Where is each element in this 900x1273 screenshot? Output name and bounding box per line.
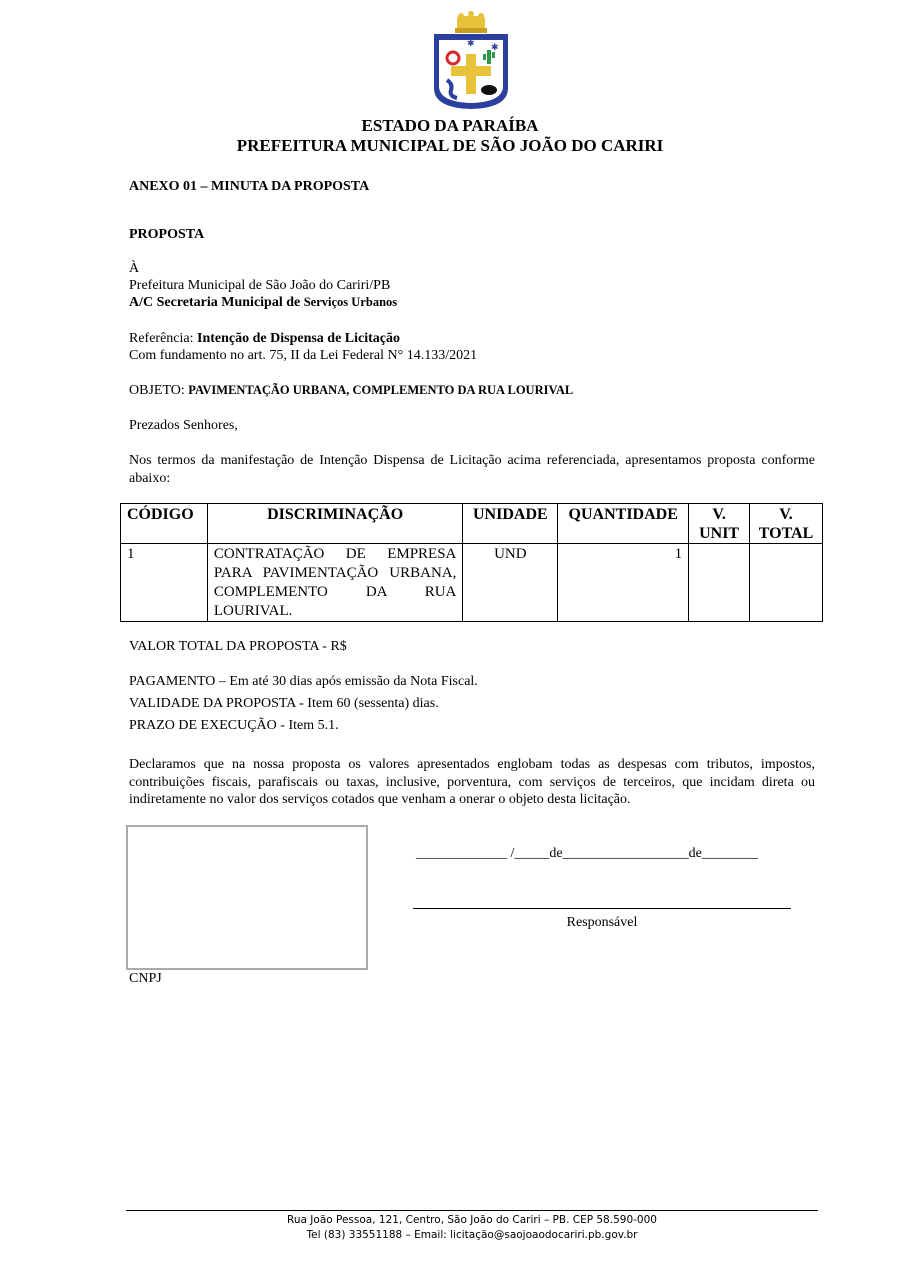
table-header-row — [121, 504, 823, 544]
payment-terms: PAGAMENTO – Em até 30 dias após emissão da Nota Fiscal. — [129, 674, 478, 689]
greeting: Prezados Senhores, — [129, 418, 238, 433]
svg-text:✱: ✱ — [491, 42, 499, 52]
footer-contact: Tel (83) 33551188 – Email: licitação@saojoaodocariri.pb.gov.br — [306, 1229, 638, 1241]
annex-title: ANEXO 01 – MINUTA DA PROPOSTA — [129, 179, 370, 194]
company-stamp-box — [126, 825, 368, 970]
col-header-code: CÓDIGO — [121, 504, 208, 544]
intro-paragraph: Nos termos da manifestação de Intenção Dispensa de Licitação acima referenciada, apresentamos proposta conforme abaixo: — [129, 453, 815, 486]
cell-unit: UND — [463, 544, 558, 622]
proposal-validity: VALIDADE DA PROPOSTA - Item 60 (sessenta) dias. — [129, 696, 439, 711]
col-header-quantity: QUANTIDADE — [558, 504, 689, 544]
declaration-paragraph: Declaramos que na nossa proposta os valores apresentados englobam todas as despesas com tributos, impostos, contribuições fiscais, parafiscais ou taxas, inclusive, porventura, com serviços de terceiros, que incidam direta ou indiretamente no valor dos serviços cotados que venham a onerar o objeto desta licitação. — [129, 757, 815, 807]
reference-line — [129, 330, 400, 347]
cell-quantity: 1 — [558, 544, 689, 622]
col-header-description: DISCRIMINAÇÃO — [207, 504, 463, 544]
legal-basis: Com fundamento no art. 75, II da Lei Federal N° 14.133/2021 — [129, 348, 478, 363]
cell-total-value — [750, 544, 823, 622]
col-header-unit: UNIDADE — [463, 504, 558, 544]
footer-address: Rua João Pessoa, 121, Centro, São João do Cariri – PB. CEP 58.590-000 — [287, 1214, 657, 1226]
cell-description: CONTRATAÇÃO DE EMPRESA PARA PAVIMENTAÇÃO URBANA, COMPLEMENTO DA RUA LOURIVAL. — [207, 544, 463, 622]
cnpj-label: CNPJ — [129, 971, 162, 986]
signature-label: Responsável — [566, 915, 638, 930]
cell-unit-value — [689, 544, 750, 622]
object-line — [129, 382, 573, 399]
municipality-title: PREFEITURA MUNICIPAL DE SÃO JOÃO DO CARIRI — [236, 136, 664, 155]
object-value: PAVIMENTAÇÃO URBANA, COMPLEMENTO DA RUA LOURIVAL — [188, 383, 574, 397]
signature-line — [413, 908, 791, 909]
proposal-heading: PROPOSTA — [129, 227, 205, 242]
table-row — [121, 544, 823, 622]
addressee-attn — [129, 294, 397, 311]
attn-suffix: Serviços Urbanos — [303, 295, 398, 309]
addressee-to: À — [129, 261, 140, 276]
addressee-org: Prefeitura Municipal de São João do Cariri/PB — [129, 278, 391, 293]
reference-label: Referência: — [129, 331, 194, 346]
svg-text:✱: ✱ — [443, 42, 451, 52]
coat-of-arms-icon — [431, 10, 511, 110]
reference-value: Intenção de Dispensa de Licitação — [197, 331, 401, 346]
total-label: VALOR TOTAL DA PROPOSTA - R$ — [129, 639, 347, 654]
object-label: OBJETO: — [129, 383, 185, 398]
attn-prefix: A/C Secretaria Municipal de — [129, 295, 301, 310]
footer-divider — [126, 1210, 818, 1211]
state-title: ESTADO DA PARAÍBA — [361, 116, 539, 135]
svg-text:✱: ✱ — [467, 38, 475, 48]
col-header-total-value: V. TOTAL — [750, 504, 823, 544]
execution-term: PRAZO DE EXECUÇÃO - Item 5.1. — [129, 718, 339, 733]
cell-code: 1 — [121, 544, 208, 622]
date-fill-line: _____________ /_____de__________________de________ — [416, 846, 758, 861]
col-header-unit-value: V. UNIT — [689, 504, 750, 544]
items-table — [120, 503, 823, 622]
